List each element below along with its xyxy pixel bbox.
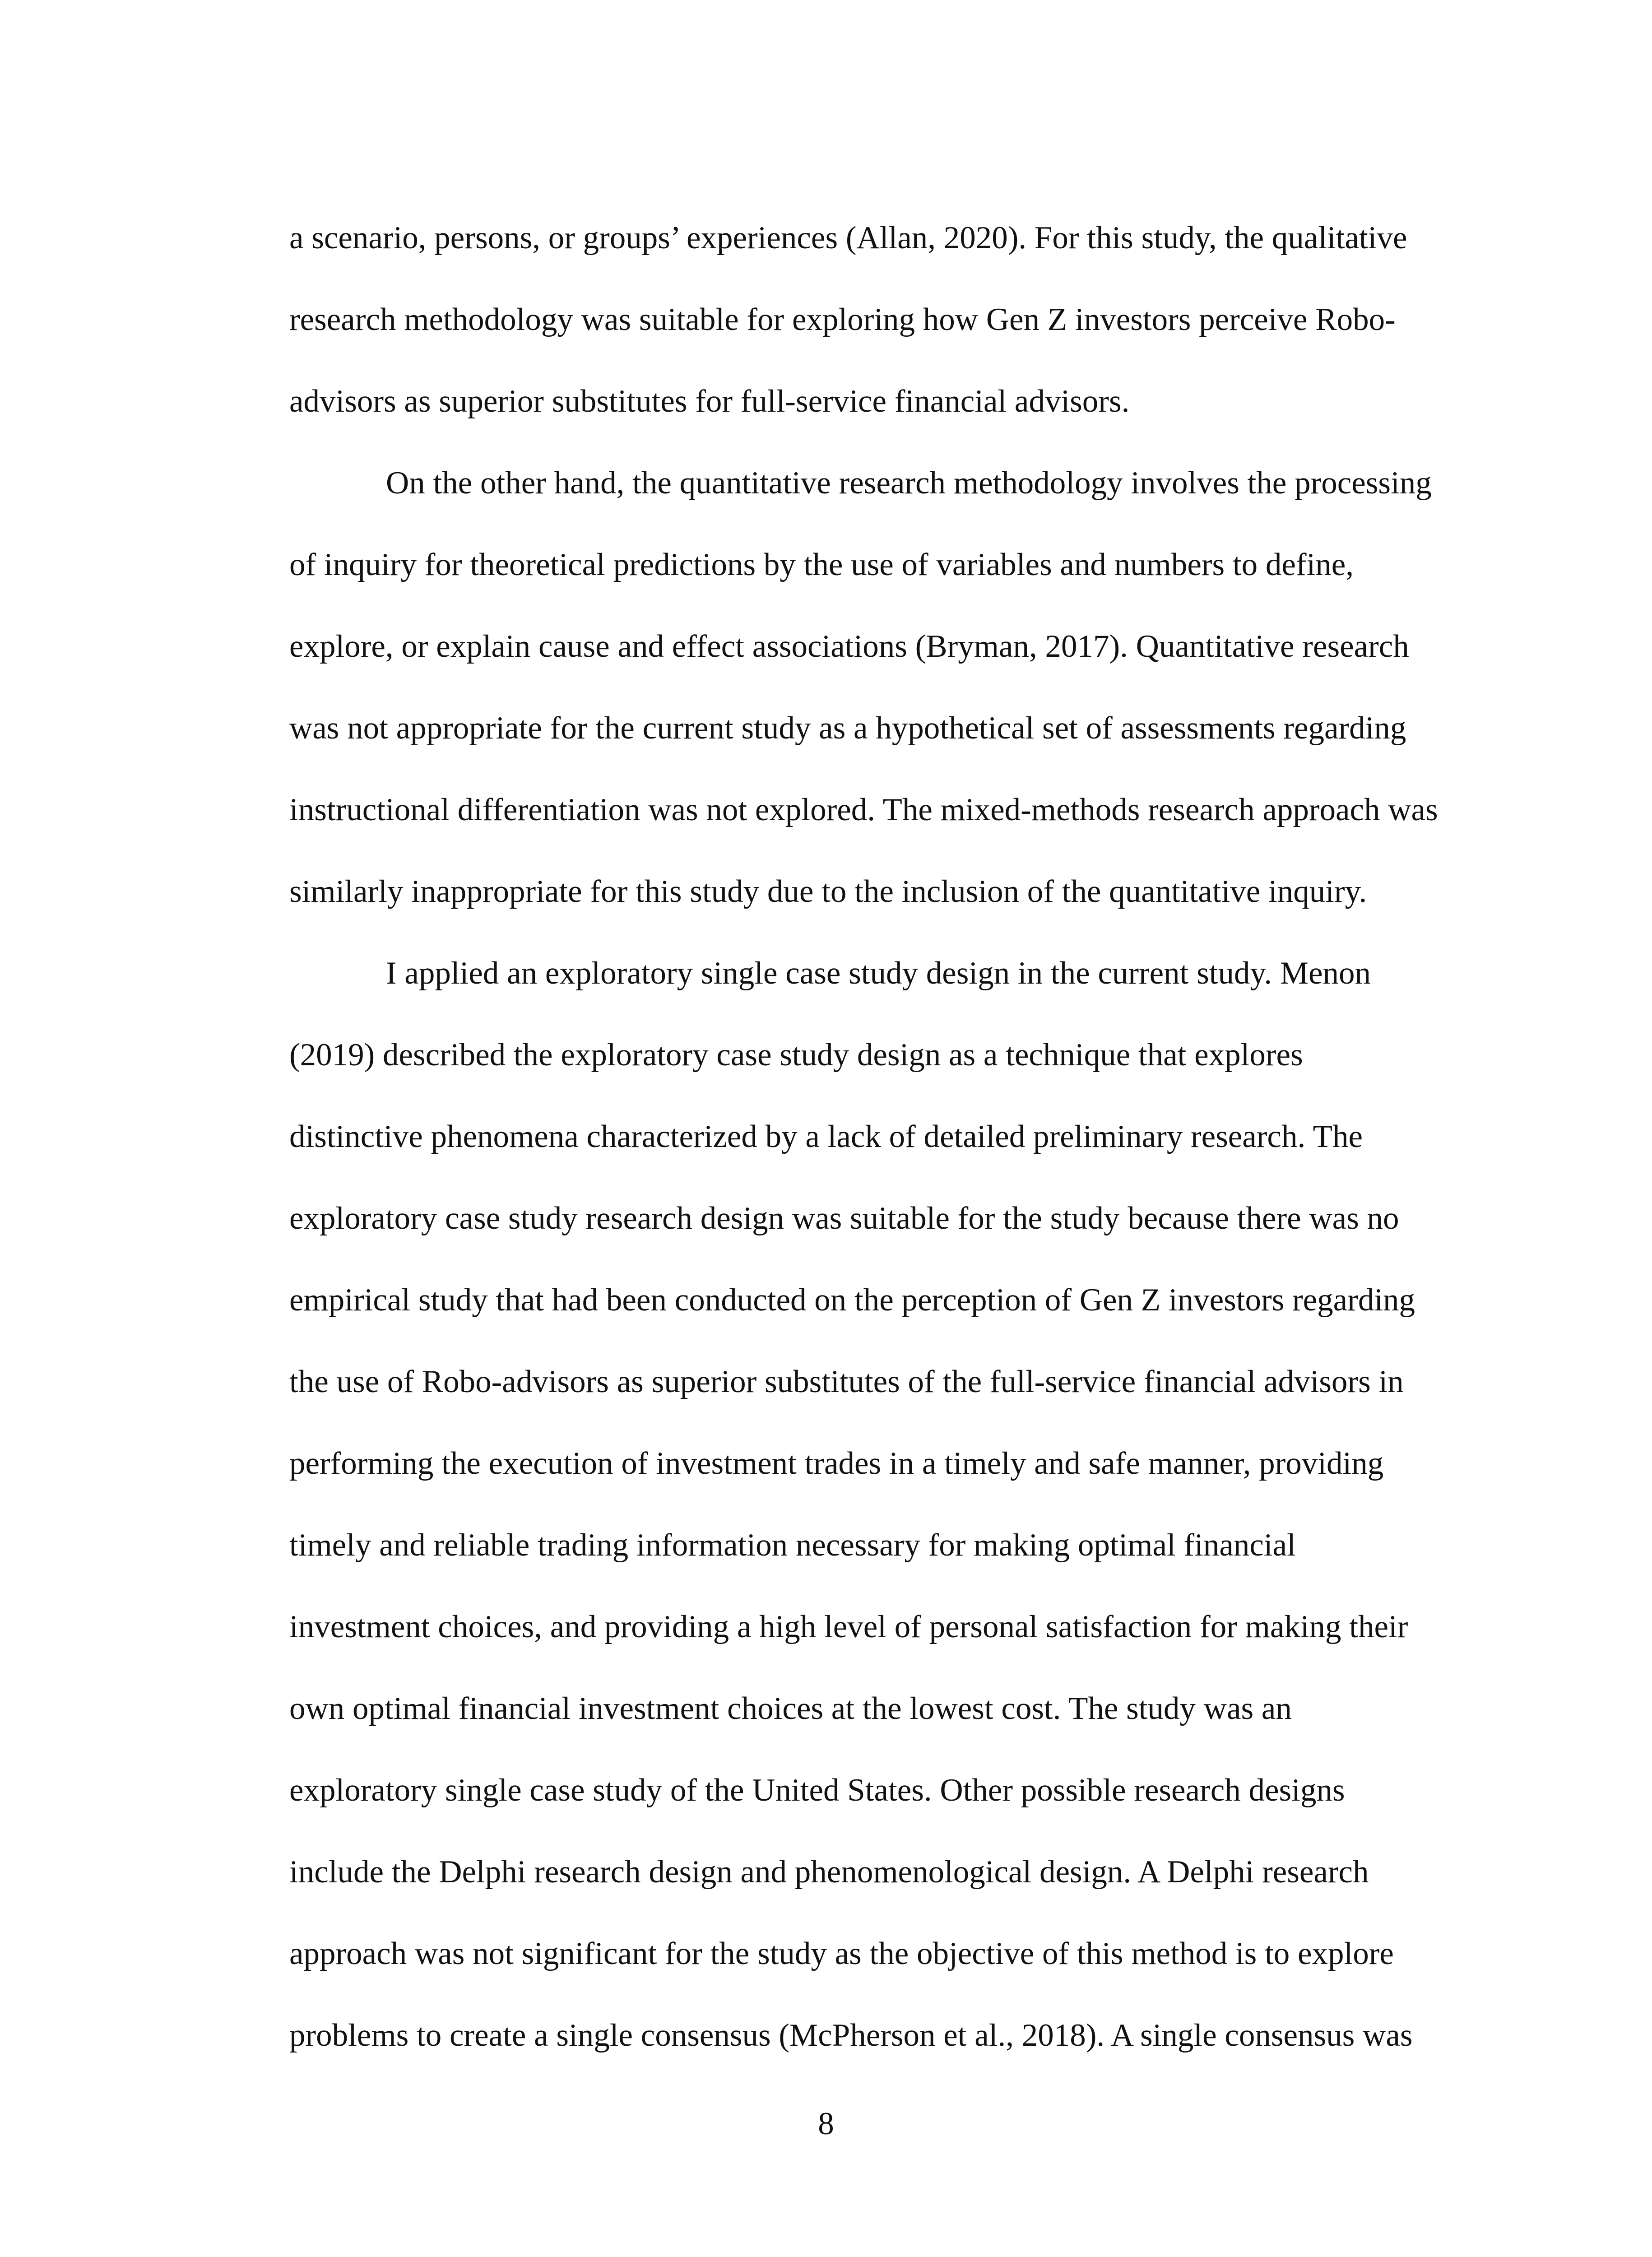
text-line: problems to create a single consensus (McPherson et al., 2018). A single consensus was [289, 2018, 1413, 2053]
text-line: a scenario, persons, or groups’ experiences (Allan, 2020). For this study, the qualitative [289, 220, 1407, 255]
text-line: instructional differentiation was not explored. The mixed-methods research approach was [289, 792, 1438, 827]
text-line: include the Delphi research design and phenomenological design. A Delphi research [289, 1854, 1369, 1890]
text-line: performing the execution of investment trades in a timely and safe manner, providing [289, 1446, 1384, 1481]
page-number: 8 [818, 2106, 834, 2141]
paragraph-first-line: I applied an exploratory single case study design in the current study. Menon [386, 956, 1371, 991]
text-line: similarly inappropriate for this study due to the inclusion of the quantitative inquiry. [289, 874, 1367, 909]
text-line: approach was not significant for the study as the objective of this method is to explore [289, 1936, 1394, 1971]
text-line: exploratory single case study of the United States. Other possible research designs [289, 1773, 1345, 1808]
text-line: research methodology was suitable for exploring how Gen Z investors perceive Robo- [289, 302, 1396, 337]
text-line: exploratory case study research design was suitable for the study because there was no [289, 1201, 1399, 1236]
text-line: advisors as superior substitutes for full-service financial advisors. [289, 384, 1130, 419]
text-line: own optimal financial investment choices at the lowest cost. The study was an [289, 1691, 1292, 1726]
text-line: was not appropriate for the current study as a hypothetical set of assessments regarding [289, 711, 1406, 746]
body-text [289, 197, 1467, 2076]
text-line: distinctive phenomena characterized by a lack of detailed preliminary research. The [289, 1119, 1363, 1154]
text-line: the use of Robo-advisors as superior substitutes of the full-service financial advisors in [289, 1364, 1404, 1399]
text-line: empirical study that had been conducted on the perception of Gen Z investors regarding [289, 1282, 1415, 1318]
paragraph-first-line: On the other hand, the quantitative research methodology involves the processing [386, 465, 1432, 501]
text-line: investment choices, and providing a high level of personal satisfaction for making their [289, 1609, 1408, 1644]
text-line: (2019) described the exploratory case study design as a technique that explores [289, 1037, 1303, 1073]
text-line: timely and reliable trading information necessary for making optimal financial [289, 1528, 1296, 1563]
text-line: explore, or explain cause and effect associations (Bryman, 2017). Quantitative research [289, 629, 1409, 664]
text-line: of inquiry for theoretical predictions by the use of variables and numbers to define, [289, 547, 1354, 582]
